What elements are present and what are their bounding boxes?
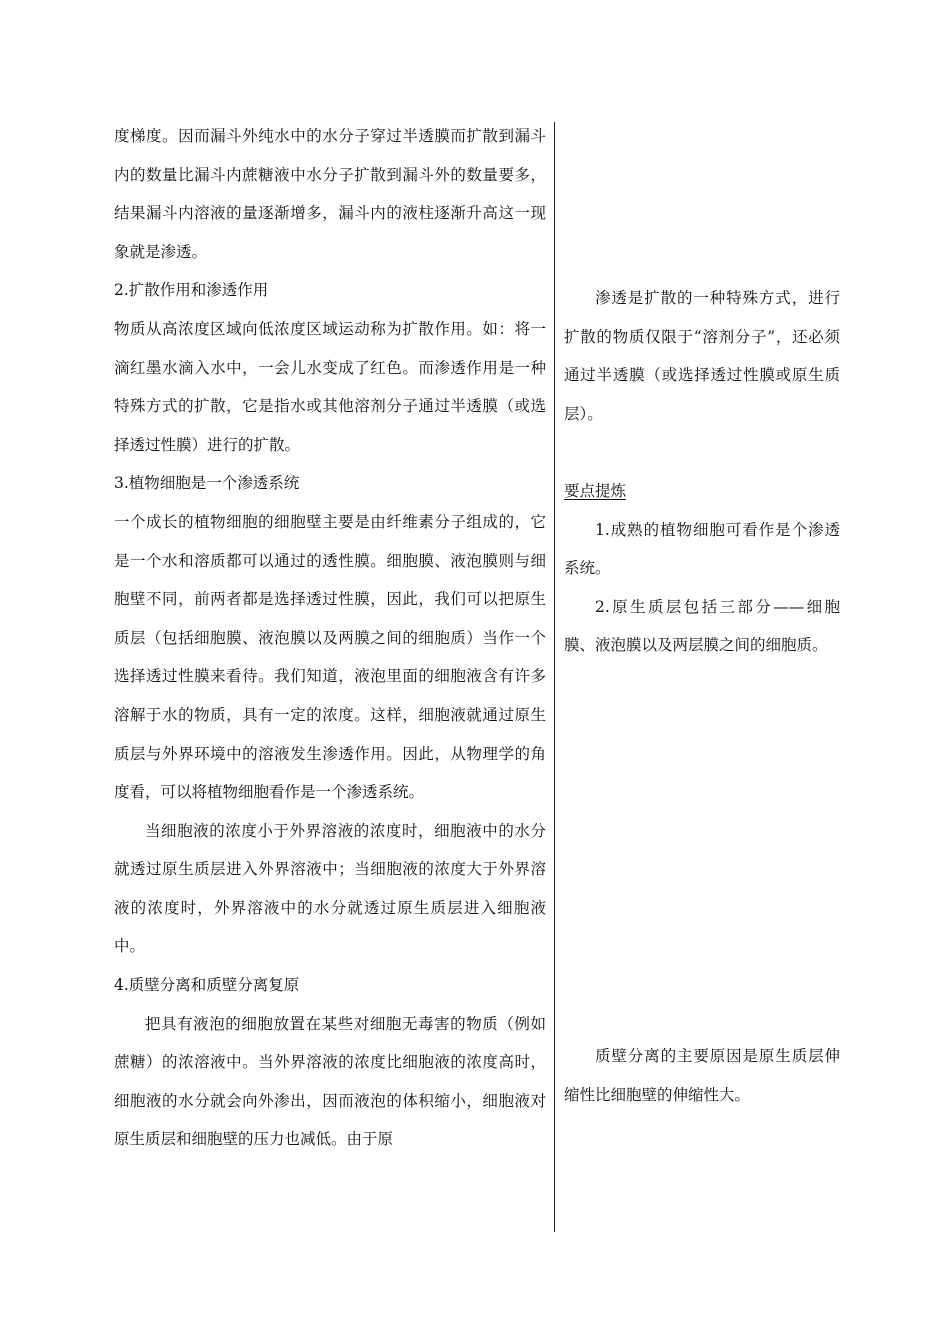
key-point-2: 2.原生质层包括三部分——细胞膜、液泡膜以及两层膜之间的细胞质。 (564, 597, 840, 655)
side-note-osmosis (564, 279, 840, 433)
section-heading-diffusion-osmosis: 2.扩散作用和渗透作用 (114, 281, 269, 300)
key-points-heading: 要点提炼 (564, 482, 627, 500)
paragraph-plasmolysis: 把具有液泡的细胞放置在某些对细胞无毒害的物质（例如蔗糖）的浓溶液中。当外界溶液的浓度比细胞液的浓度高时，细胞液的水分就会向外渗出，因而液泡的体积缩小，细胞液对原生质层和细胞壁的压力也减低。由于原 (114, 1014, 546, 1149)
key-point-1: 1.成熟的植物细胞可看作是个渗透系统。 (564, 520, 840, 578)
key-points-box (564, 472, 840, 665)
section-heading-osmotic-system: 3.植物细胞是一个渗透系统 (114, 474, 300, 493)
column-divider (554, 122, 555, 1232)
main-text-column (114, 117, 546, 1159)
side-note-text: 渗透是扩散的一种特殊方式，进行扩散的物质仅限于“溶剂分子”，还必须通过半透膜（或选择透过性膜或原生质层）。 (564, 289, 840, 423)
paragraph-diffusion: 物质从高浓度区域向低浓度区域运动称为扩散作用。如：将一滴红墨水滴入水中，一会儿水变成了红色。而渗透作用是一种特殊方式的扩散，它是指水或其他溶剂分子通过半透膜（或选择透过性膜）进行的扩散。 (114, 319, 546, 454)
paragraph-osmosis-explanation: 度梯度。因而漏斗外纯水中的水分子穿过半透膜而扩散到漏斗内的数量比漏斗内蔗糖液中水分子扩散到漏斗外的数量要多，结果漏斗内溶液的量逐渐增多，漏斗内的液柱逐渐升高这一现象就是渗透。 (114, 127, 546, 261)
paragraph-plant-cell: 一个成长的植物细胞的细胞壁主要是由纤维素分子组成的，它是一个水和溶质都可以通过的透性膜。细胞膜、液泡膜则与细胞壁不同，前两者都是选择透过性膜，因此，我们可以把原生质层（包括细胞膜、液泡膜以及两膜之间的细胞质）当作一个选择透过性膜来看待。我们知道，液泡里面的细胞液含有许多溶解于水的物质，具有一定的浓度。这样，细胞液就通过原生质层与外界环境中的溶液发生渗透作用。因此，从物理学的角度看，可以将植物细胞看作是一个渗透系统。 (114, 512, 546, 802)
side-note-plasmolysis (564, 1037, 840, 1114)
side-note-text: 质壁分离的主要原因是原生质层伸缩性比细胞壁的伸缩性大。 (564, 1047, 840, 1104)
paragraph-concentration: 当细胞液的浓度小于外界溶液的浓度时，细胞液中的水分就透过原生质层进入外界溶液中；当细胞液的浓度大于外界溶液的浓度时，外界溶液中的水分就透过原生质层进入细胞液中。 (114, 821, 546, 956)
section-heading-plasmolysis: 4.质壁分离和质壁分离复原 (114, 976, 300, 995)
